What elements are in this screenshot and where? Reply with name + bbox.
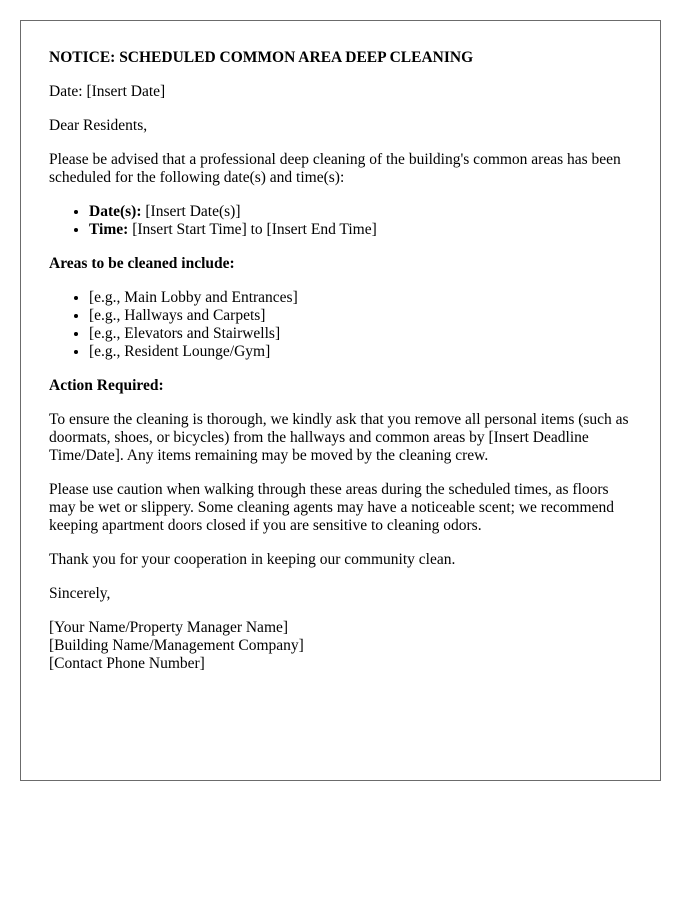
caution-paragraph: Please use caution when walking through these areas during the scheduled times, as floors may be wet or slippery. Some cleaning agents may have a noticeable scent; we recommend keeping apartment doors closed if you are sensitive to cleaning odors. — [49, 481, 614, 534]
closing: Sincerely, — [49, 585, 111, 602]
schedule-value: [Insert Date(s)] — [141, 203, 241, 220]
schedule-item-dates — [89, 203, 632, 221]
schedule-item-time — [89, 221, 632, 239]
signature-block — [49, 619, 632, 673]
notice-title: NOTICE: SCHEDULED COMMON AREA DEEP CLEANING — [49, 49, 474, 66]
action-heading: Action Required: — [49, 377, 164, 394]
intro-paragraph: Please be advised that a professional deep cleaning of the building's common areas has been scheduled for the following date(s) and time(s): — [49, 151, 621, 186]
schedule-list — [49, 203, 632, 239]
areas-list — [49, 289, 632, 361]
salutation: Dear Residents, — [49, 117, 148, 134]
schedule-label: Time: — [89, 221, 129, 238]
notice-document — [20, 20, 661, 781]
list-item: • [e.g., Elevators and Stairwells] — [89, 325, 632, 343]
action-paragraph: To ensure the cleaning is thorough, we kindly ask that you remove all personal items (such as doormats, shoes, or bicycles) from the hallways and common areas by [Insert Deadline Time/Date]. Any items remaining may be moved by the cleaning crew. — [49, 411, 629, 464]
signature-phone: [Contact Phone Number] — [49, 655, 205, 672]
schedule-label: Date(s): — [89, 203, 142, 220]
list-item: • [e.g., Hallways and Carpets] — [89, 307, 632, 325]
list-item: • [e.g., Main Lobby and Entrances] — [89, 289, 632, 307]
notice-date: Date: [Insert Date] — [49, 83, 166, 100]
signature-name: [Your Name/Property Manager Name] — [49, 619, 289, 636]
schedule-value: [Insert Start Time] to [Insert End Time] — [128, 221, 377, 238]
signature-company: [Building Name/Management Company] — [49, 637, 304, 654]
areas-heading: Areas to be cleaned include: — [49, 255, 235, 272]
thanks-paragraph: Thank you for your cooperation in keeping our community clean. — [49, 551, 456, 568]
list-item: • [e.g., Resident Lounge/Gym] — [89, 343, 632, 361]
